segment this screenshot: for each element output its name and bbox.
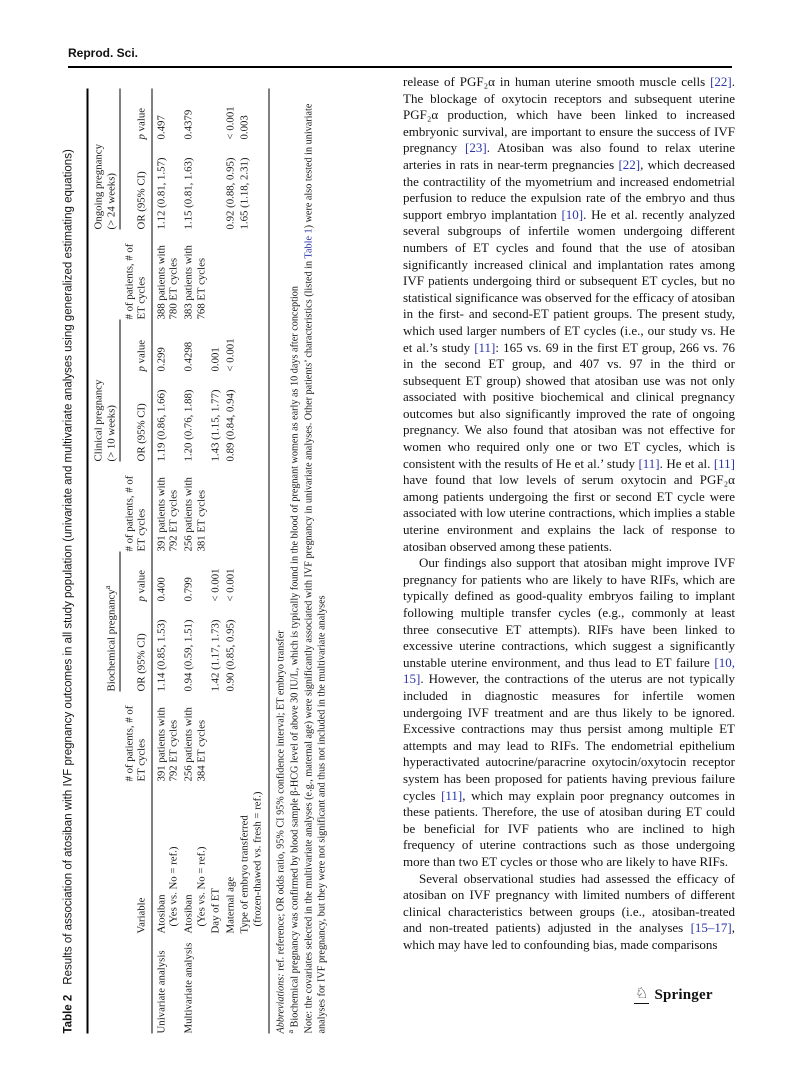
footnote-a [285, 89, 301, 1034]
table-cell [238, 602, 269, 692]
table-cell: 0.89 (0.84, 0.94) [224, 389, 237, 462]
section-cell [238, 934, 269, 1034]
col-header-variable: Variable [120, 782, 152, 934]
springer-horse-icon: ♘ [635, 986, 649, 1002]
group-label: Biochemical pregnancy [105, 589, 118, 692]
footnote-text: ref. reference; OR odds ratio, 95% CI 95% confidence interval; ET embryo transfer [275, 630, 287, 971]
section-cell: Univariate analysis [155, 950, 168, 1034]
table-caption-text: Results of association of atosiban with IVF pregnancy outcomes in all study population (univariate and multivariate analyses using generalized estimating equations) [62, 149, 75, 985]
table-cell [209, 229, 224, 319]
citation-link[interactable]: [11] [638, 455, 660, 471]
table-cell: < 0.001 [209, 568, 222, 602]
table-cell: 0.92 (0.88, 0.95) [224, 157, 237, 230]
table-row-univariate-atosiban [152, 88, 182, 1033]
citation-link[interactable]: [22] [710, 74, 732, 89]
group-header-ongoing [88, 88, 121, 229]
table-cell: 0.4298 [182, 341, 195, 372]
table-caption-label: Table 2 [62, 994, 75, 1034]
variable-name: Atosiban [155, 894, 168, 934]
col-header-patients: # of patients, # of ET cycles [120, 461, 152, 551]
table-cell: 1.42 (1.17, 1.73) [209, 619, 222, 692]
section-cell [223, 934, 238, 1034]
table-cell: 0.400 [155, 577, 168, 602]
table-cell [238, 319, 269, 371]
table-cell: 391 patients with 792 ET cycles [155, 707, 180, 782]
variable-cell [238, 782, 269, 934]
empty-cell [88, 692, 121, 782]
table-cell: 0.4379 [182, 109, 195, 140]
header-rule [68, 66, 732, 68]
table-cell: 388 patients with 780 ET cycles [155, 245, 180, 320]
table-cell: 0.001 [209, 347, 222, 372]
table-cell: 1.14 (0.85, 1.53) [155, 619, 168, 692]
empty-cell [88, 934, 121, 1034]
column-header-row [120, 88, 152, 1033]
variable-ref: (Yes vs. No = ref.) [195, 846, 208, 927]
variable-cell [152, 782, 182, 934]
col-header-patients: # of patients, # of ET cycles [120, 229, 152, 319]
publisher-name: Springer [654, 987, 713, 1003]
variable-name: Day of ET [209, 887, 222, 934]
table-cell: 0.299 [155, 347, 168, 372]
group-sublabel: (> 10 weeks) [105, 405, 118, 462]
citation-link[interactable]: [10, 15] [403, 654, 735, 687]
table-cell [238, 229, 269, 319]
table-row-multivariate-atosiban [182, 88, 209, 1033]
variable-name: Maternal age [224, 876, 237, 934]
col-header-or: OR (95% CI) [120, 371, 152, 461]
table-cell: 0.003 [238, 115, 251, 140]
footnote-marker: a [102, 585, 112, 590]
table-cell [209, 88, 224, 139]
table-crossref-link[interactable]: Table 1 [303, 228, 315, 259]
table-cell: < 0.001 [224, 568, 237, 602]
table-cell: 0.94 (0.59, 1.51) [182, 619, 195, 692]
table-cell: 1.43 (1.15, 1.77) [209, 389, 222, 462]
rotated-table-block [62, 89, 372, 1034]
table-cell: 1.20 (0.76, 1.88) [182, 389, 195, 462]
table-cell [238, 551, 269, 601]
table-cell [223, 229, 238, 319]
journal-running-head: Reprod. Sci. [68, 46, 139, 60]
section-cell: Multivariate analysis [182, 942, 195, 1034]
article-column [403, 74, 735, 953]
citation-link[interactable]: [15–17] [690, 920, 732, 936]
empty-cell [88, 782, 121, 934]
table-cell [223, 692, 238, 782]
table-cell [209, 692, 224, 782]
empty-cell [88, 461, 121, 551]
group-header-biochemical [88, 551, 121, 691]
footnote-note [302, 89, 328, 1034]
table-cell: 1.15 (0.81, 1.63) [182, 157, 195, 230]
group-label: Clinical pregnancy [92, 379, 105, 462]
variable-cell [209, 782, 224, 934]
table-cell [238, 692, 269, 782]
col-header-or: OR (95% CI) [120, 139, 152, 229]
section-cell [209, 934, 224, 1034]
table-cell [223, 461, 238, 551]
p-italic: p [135, 366, 148, 372]
group-sublabel: (> 24 weeks) [105, 173, 118, 230]
body-paragraph-2: Our findings also support that atosiban might improve IVF pregnancy for patients who are likely to have RIFs, which are typically defined as good-quality embryos failing to implant following multiple transfer cycles (e.g., commonly at least three consecutive ET attempts). RIFs have been linked to excessive uterine contractions, which suggest a significantly unstable uterine environment, and thus lead to ET failure [10, 15]. However, the contractions of the uterus are not typically included in diagnostic measures for infertile women undergoing IVF treatment and are thus likely to be ignored. Excessive contractions may thus persist among multiple ET attempts and may lead to RIFs. The endometrial epithelium hyperactivated autocrine/paracrine oxytocin/oxytocin receptor system has been proposed for patients having previous failure cycles [11], which may explain poor pregnancy outcomes in these patients. Therefore, the use of atosiban during ET could be beneficial for IVF patients who are inclined to high frequency of uterine contractions such as those undergoing more than two ET cycles or those who are likely to have RIFs. [403, 555, 735, 869]
citation-link[interactable]: [11] [441, 787, 463, 803]
variable-cell [223, 782, 238, 934]
variable-cell [182, 782, 209, 934]
citation-link[interactable]: [22] [618, 156, 641, 172]
variable-ref: (Yes vs. No = ref.) [167, 846, 180, 927]
body-paragraph-1: release of PGF₂α in human uterine smooth muscle cells [22]. The blockage of oxytocin receptors and subsequent uterine PGF₂α production, which have been linked to increased embryonic survival, are important to ensure the success of IVF pregnancy [23]. Atosiban was also found to relax uterine arteries in rats in near-term pregnancies [22], which decreased the contractility of the myometrium and increased endometrial perfusion to reduce the expulsion rate of the embryo and thus support embryo implantation [10]. He et al. recently analyzed several subgroups of infertile women undergoing different numbers of ET cycles and found that the use of atosiban significantly increased clinical and implantation rates among IVF patients undergoing third or subsequent ET cycles, but no statistical significance was observed for the efficacy of atosiban in the first- and second-ET patient groups. The present study, which used larger numbers of ET cycles (i.e., our study vs. He et al.’s study [11]: 165 vs. 69 in the first ET group, 266 vs. 76 in the second ET group, and 407 vs. 97 in the third or subsequent ET group) showed that atosiban use was not only associated with positive biochemical and clinical pregnancy outcomes but also significantly improved the rate of ongoing pregnancy. We also found that atosiban was not effective for women who required only one or two ET cycles, which is consistent with the results of He et al.’ study [11]. He et al. [11] have found that low levels of serum oxytocin and PGF₂α among patients undergoing the first or second ET cycle were associated with low uterine contractions, which implies a stable uterine environment and explains the lack of response to atosiban observed among these patients. [403, 74, 736, 554]
citation-link[interactable]: [10] [561, 206, 584, 222]
empty-cell [88, 229, 121, 319]
table-cell: 0.497 [155, 115, 168, 140]
table-cell: 256 patients with 384 ET cycles [182, 707, 208, 782]
table-cell: 1.65 (1.18, 2.31) [238, 157, 251, 230]
group-header-clinical [88, 319, 121, 461]
empty-cell [120, 934, 152, 1034]
table-cell [238, 371, 269, 461]
citation-link[interactable]: [23] [465, 140, 487, 156]
table-cell: 0.799 [182, 577, 195, 602]
col-header-patients: # of patients, # of ET cycles [120, 692, 152, 782]
p-italic: p [135, 596, 148, 602]
table-cell: < 0.001 [224, 338, 237, 372]
table-cell: 256 patients with 381 ET cycles [182, 477, 208, 552]
p-rest: value [135, 107, 148, 132]
table-cell: < 0.001 [224, 106, 237, 140]
publisher-footer [634, 987, 713, 1004]
p-rest: value [135, 570, 148, 594]
footnote-label: Abbreviations: [275, 973, 287, 1034]
footnote-text: Biochemical pregnancy was confirmed by blood sample β-HCG level of above 30 IU/L, which is typically found in the blood of pregnant women as early as 10 days after conception [289, 286, 301, 1028]
group-header-row [88, 88, 121, 1033]
footnote-marker: a [285, 1029, 295, 1034]
variable-name: Type of embryo transferred [238, 815, 251, 934]
table-cell: 391 patients with 792 ET cycles [155, 477, 180, 552]
variable-ref: (frozen-thawed vs. fresh = ref.) [251, 791, 264, 927]
group-label: Ongoing pregnancy [92, 144, 105, 230]
body-paragraph-3: Several observational studies had assessed the efficacy of atosiban on IVF pregnancy with limited numbers of different clinical characteristics between groups (i.e., atosiban-treated and non-treated patients) adjusted in the analyses [15–17], which may have led to confounding bias, made comparisons [403, 870, 735, 952]
variable-name: Atosiban [182, 894, 195, 934]
table-row-maternal-age [223, 88, 238, 1033]
table-cell: 1.12 (0.81, 1.57) [155, 157, 168, 230]
footnote-text: Note: the covariates selected in the multivariate analyses (e.g., maternal age) were significantly associated with IVF pregnancy in univariate analyses. Other patients’ characteristics (listed in Table 1) were also tested in univariate analyses for IVF pregnancy, but they were not significant and thus not included in the multivariate analyses [303, 103, 328, 1034]
citation-link[interactable]: [11] [474, 339, 496, 355]
table-caption [62, 89, 76, 1034]
col-header-or: OR (95% CI) [120, 602, 152, 692]
table-cell [209, 461, 224, 551]
table-cell [209, 139, 224, 229]
col-header-pvalue [120, 88, 152, 139]
p-rest: value [135, 339, 148, 364]
table-cell: 0.90 (0.85, 0.95) [224, 619, 237, 692]
p-italic: p [135, 134, 148, 140]
table-cell: 383 patients with 768 ET cycles [182, 245, 208, 320]
table-footnotes [274, 89, 328, 1034]
col-header-pvalue [120, 551, 152, 601]
results-table [87, 88, 270, 1033]
footnote-abbreviations [274, 89, 287, 1034]
citation-link[interactable]: [11] [713, 455, 735, 471]
table-row-embryo-type [238, 88, 269, 1033]
table-cell [238, 461, 269, 551]
table-row-day-of-et [209, 88, 224, 1033]
col-header-pvalue [120, 319, 152, 371]
table-cell: 1.19 (0.86, 1.66) [155, 389, 168, 462]
